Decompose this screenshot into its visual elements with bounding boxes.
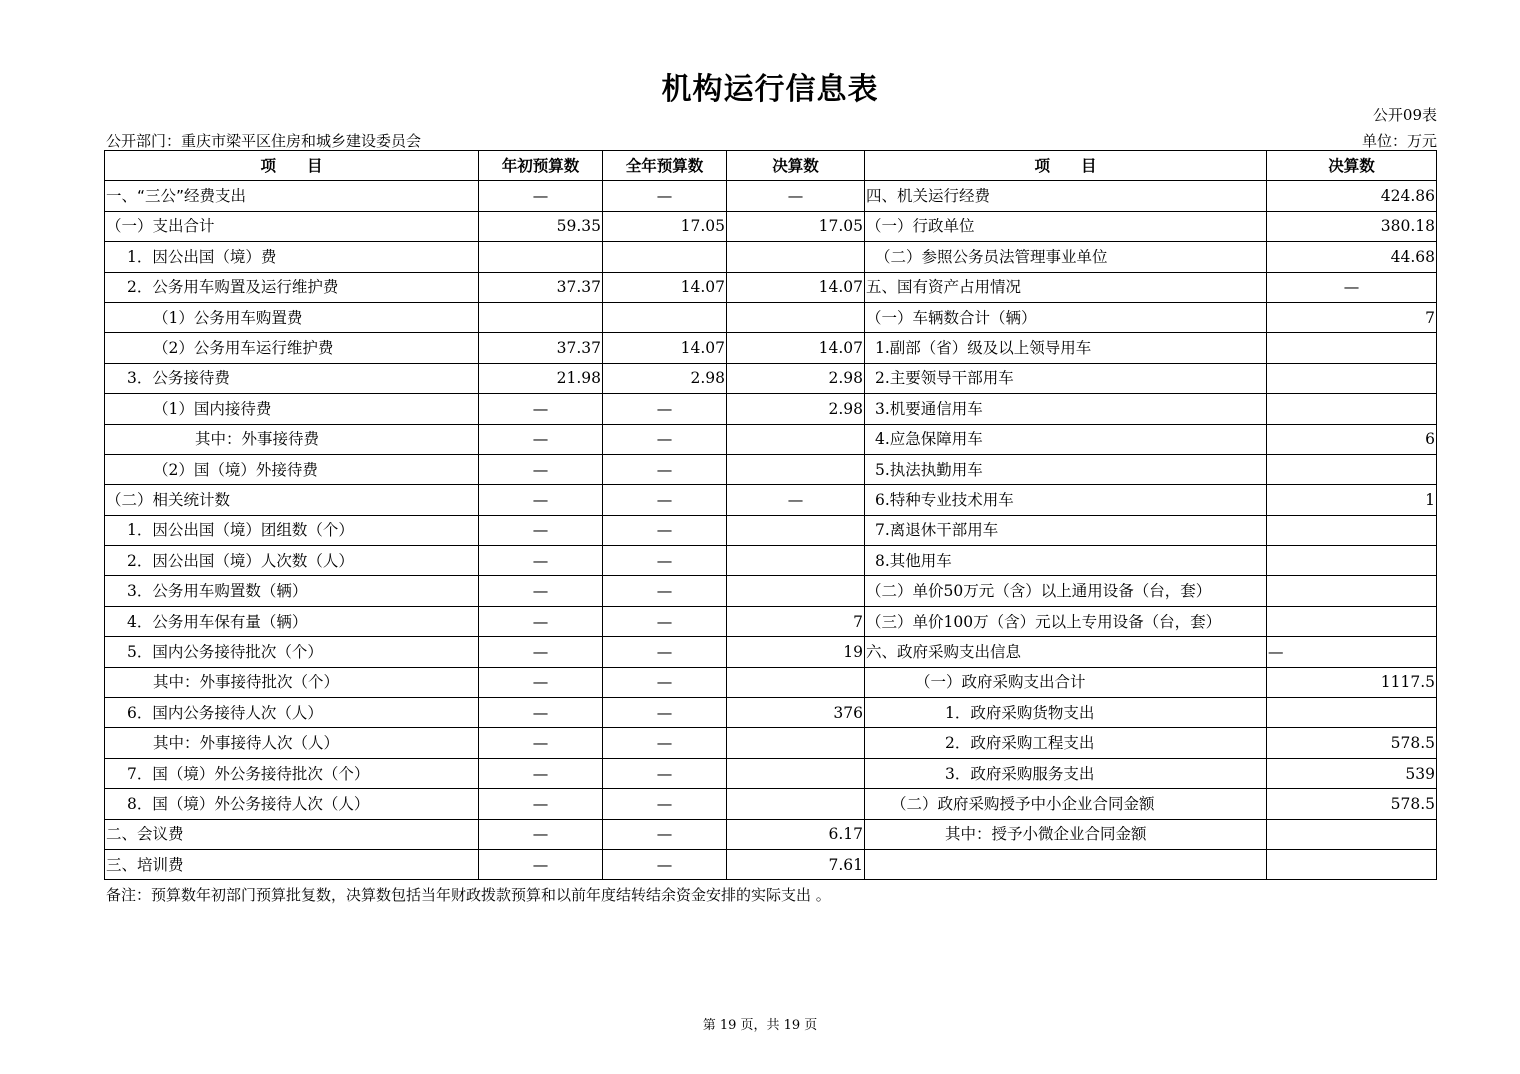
row-item-right: 四、机关运行经费: [865, 181, 1267, 211]
cell-budget-full: —: [603, 789, 727, 819]
cell-final: [727, 242, 865, 272]
row-item-right: 1.副部（省）级及以上领导用车: [865, 333, 1267, 363]
cell-budget-initial: —: [479, 485, 603, 515]
cell-budget-initial: —: [479, 181, 603, 211]
page-footer: 第 19 页，共 19 页: [702, 1018, 818, 1033]
cell-final: 6.17: [727, 819, 865, 849]
table-row: [105, 637, 1437, 667]
cell-budget-full: —: [603, 454, 727, 484]
cell-budget-initial: [479, 242, 603, 272]
table-row: [105, 789, 1437, 819]
row-item-left: （1）国内接待费: [105, 394, 479, 424]
row-item-left: （一）支出合计: [105, 211, 479, 241]
cell-final-right: 44.68: [1267, 242, 1437, 272]
table-row: [105, 302, 1437, 332]
cell-budget-initial: 59.35: [479, 211, 603, 241]
row-item-left: 2．公务用车购置及运行维护费: [105, 272, 479, 302]
cell-final: [727, 454, 865, 484]
cell-final-right: [1267, 333, 1437, 363]
cell-final: [727, 758, 865, 788]
row-item-left: 4．公务用车保有量（辆）: [105, 606, 479, 636]
row-item-right: 五、国有资产占用情况: [865, 272, 1267, 302]
cell-budget-initial: 37.37: [479, 333, 603, 363]
cell-budget-initial: —: [479, 789, 603, 819]
cell-final: 2.98: [727, 394, 865, 424]
page-title: 机构运行信息表: [661, 72, 879, 107]
cell-final-right: 7: [1267, 302, 1437, 332]
table-row: [105, 667, 1437, 697]
cell-budget-full: 14.07: [603, 333, 727, 363]
header-final: 决算数: [727, 151, 865, 181]
cell-final: 376: [727, 698, 865, 728]
row-item-left: 其中：外事接待批次（个）: [105, 667, 479, 697]
cell-budget-initial: —: [479, 606, 603, 636]
table-row: [105, 454, 1437, 484]
cell-final-right: [1267, 849, 1437, 879]
cell-budget-full: —: [603, 849, 727, 879]
row-item-right: 六、政府采购支出信息: [865, 637, 1267, 667]
row-item-right: （二）参照公务员法管理事业单位: [865, 242, 1267, 272]
table-row: [105, 485, 1437, 515]
row-item-right: （一）政府采购支出合计: [865, 667, 1267, 697]
table-row: [105, 515, 1437, 545]
row-item-left: 2．因公出国（境）人次数（人）: [105, 546, 479, 576]
cell-final-right: 578.5: [1267, 789, 1437, 819]
cell-budget-initial: —: [479, 637, 603, 667]
table-row: [105, 546, 1437, 576]
cell-budget-full: —: [603, 546, 727, 576]
cell-budget-full: —: [603, 576, 727, 606]
cell-budget-full: —: [603, 698, 727, 728]
cell-final-right: 6: [1267, 424, 1437, 454]
cell-final: [727, 789, 865, 819]
table-row: [105, 211, 1437, 241]
table-header-row: [105, 151, 1437, 181]
cell-budget-full: —: [603, 424, 727, 454]
row-item-right: （二）单价50万元（含）以上通用设备（台，套）: [865, 576, 1267, 606]
row-item-right: 6.特种专业技术用车: [865, 485, 1267, 515]
cell-final-right: 1: [1267, 485, 1437, 515]
row-item-left: （二）相关统计数: [105, 485, 479, 515]
row-item-left: 三、培训费: [105, 849, 479, 879]
cell-final-right: [1267, 363, 1437, 393]
cell-budget-initial: [479, 302, 603, 332]
cell-final-right: [1267, 606, 1437, 636]
row-item-right: [865, 849, 1267, 879]
cell-final-right: [1267, 394, 1437, 424]
table-row: [105, 606, 1437, 636]
table-row: [105, 394, 1437, 424]
cell-budget-initial: —: [479, 698, 603, 728]
row-item-left: （1）公务用车购置费: [105, 302, 479, 332]
table-row: [105, 363, 1437, 393]
cell-final: [727, 576, 865, 606]
row-item-right: 3.机要通信用车: [865, 394, 1267, 424]
row-item-left: 3．公务用车购置数（辆）: [105, 576, 479, 606]
row-item-right: （三）单价100万（含）元以上专用设备（台，套）: [865, 606, 1267, 636]
cell-budget-full: 14.07: [603, 272, 727, 302]
table-row: [105, 181, 1437, 211]
header-item-right: 项 目: [865, 151, 1267, 181]
cell-final: [727, 515, 865, 545]
cell-final: [727, 728, 865, 758]
cell-final-right: [1267, 698, 1437, 728]
row-item-right: 2．政府采购工程支出: [865, 728, 1267, 758]
row-item-right: （二）政府采购授予中小企业合同金额: [865, 789, 1267, 819]
cell-final: [727, 667, 865, 697]
cell-final: 14.07: [727, 333, 865, 363]
unit-label: 单位：万元: [1361, 132, 1437, 150]
table-row: [105, 424, 1437, 454]
cell-final: —: [727, 485, 865, 515]
row-item-right: 7.离退休干部用车: [865, 515, 1267, 545]
cell-final: 7: [727, 606, 865, 636]
row-item-right: 1．政府采购货物支出: [865, 698, 1267, 728]
cell-budget-full: —: [603, 606, 727, 636]
cell-budget-initial: —: [479, 758, 603, 788]
cell-final-right: [1267, 546, 1437, 576]
row-item-right: 3．政府采购服务支出: [865, 758, 1267, 788]
cell-budget-initial: —: [479, 849, 603, 879]
table-row: [105, 758, 1437, 788]
header-budget-full: 全年预算数: [603, 151, 727, 181]
cell-final: 19: [727, 637, 865, 667]
cell-final: 14.07: [727, 272, 865, 302]
row-item-left: 1．因公出国（境）费: [105, 242, 479, 272]
cell-budget-full: —: [603, 667, 727, 697]
header-final-right: 决算数: [1267, 151, 1437, 181]
table-row: [105, 849, 1437, 879]
cell-final-right: [1267, 576, 1437, 606]
cell-budget-initial: —: [479, 546, 603, 576]
cell-budget-full: [603, 242, 727, 272]
cell-final: 7.61: [727, 849, 865, 879]
row-item-right: 5.执法执勤用车: [865, 454, 1267, 484]
header-item-left: 项 目: [105, 151, 479, 181]
row-item-left: 7．国（境）外公务接待批次（个）: [105, 758, 479, 788]
cell-final: 17.05: [727, 211, 865, 241]
row-item-left: 6．国内公务接待人次（人）: [105, 698, 479, 728]
row-item-left: 二、会议费: [105, 819, 479, 849]
cell-budget-full: —: [603, 181, 727, 211]
cell-budget-initial: 21.98: [479, 363, 603, 393]
row-item-left: 3．公务接待费: [105, 363, 479, 393]
cell-budget-initial: —: [479, 576, 603, 606]
table-row: [105, 272, 1437, 302]
row-item-right: 2.主要领导干部用车: [865, 363, 1267, 393]
row-item-left: 其中：外事接待人次（人）: [105, 728, 479, 758]
cell-budget-initial: —: [479, 454, 603, 484]
cell-final: [727, 424, 865, 454]
cell-final-right: —: [1267, 272, 1437, 302]
cell-final: —: [727, 181, 865, 211]
cell-budget-full: —: [603, 728, 727, 758]
cell-final-right: [1267, 819, 1437, 849]
cell-final-right: —: [1267, 637, 1437, 667]
table-row: [105, 728, 1437, 758]
cell-final-right: 539: [1267, 758, 1437, 788]
row-item-left: 其中：外事接待费: [105, 424, 479, 454]
cell-final-right: 380.18: [1267, 211, 1437, 241]
cell-budget-full: 17.05: [603, 211, 727, 241]
cell-final: [727, 546, 865, 576]
row-item-left: 1．因公出国（境）团组数（个）: [105, 515, 479, 545]
table-row: [105, 576, 1437, 606]
row-item-right: （一）行政单位: [865, 211, 1267, 241]
table-row: [105, 819, 1437, 849]
cell-budget-full: —: [603, 394, 727, 424]
cell-final: [727, 302, 865, 332]
cell-final-right: [1267, 515, 1437, 545]
cell-budget-full: —: [603, 515, 727, 545]
cell-final-right: 424.86: [1267, 181, 1437, 211]
row-item-left: （2）公务用车运行维护费: [105, 333, 479, 363]
cell-final: 2.98: [727, 363, 865, 393]
table-row: [105, 698, 1437, 728]
cell-budget-initial: —: [479, 424, 603, 454]
row-item-right: （一）车辆数合计（辆）: [865, 302, 1267, 332]
cell-budget-initial: —: [479, 394, 603, 424]
cell-budget-initial: 37.37: [479, 272, 603, 302]
table-note: 备注：预算数年初部门预算批复数，决算数包括当年财政拨款预算和以前年度结转结余资金安排的实际支出 。: [106, 886, 831, 904]
department-label: 公开部门：重庆市梁平区住房和城乡建设委员会: [106, 132, 422, 150]
row-item-left: （2）国（境）外接待费: [105, 454, 479, 484]
row-item-right: 其中：授予小微企业合同金额: [865, 819, 1267, 849]
cell-final-right: 578.5: [1267, 728, 1437, 758]
row-item-right: 4.应急保障用车: [865, 424, 1267, 454]
row-item-left: 一、“三公”经费支出: [105, 181, 479, 211]
row-item-left: 8．国（境）外公务接待人次（人）: [105, 789, 479, 819]
cell-budget-full: —: [603, 637, 727, 667]
table-row: [105, 242, 1437, 272]
form-number: 公开09表: [1372, 106, 1437, 124]
cell-budget-initial: —: [479, 728, 603, 758]
cell-budget-full: —: [603, 819, 727, 849]
cell-final-right: 1117.5: [1267, 667, 1437, 697]
cell-budget-full: —: [603, 485, 727, 515]
cell-budget-initial: —: [479, 667, 603, 697]
operation-info-table: [104, 150, 1437, 880]
cell-budget-full: —: [603, 758, 727, 788]
cell-budget-initial: —: [479, 515, 603, 545]
row-item-right: 8.其他用车: [865, 546, 1267, 576]
cell-budget-full: 2.98: [603, 363, 727, 393]
cell-budget-initial: —: [479, 819, 603, 849]
cell-budget-full: [603, 302, 727, 332]
cell-final-right: [1267, 454, 1437, 484]
table-row: [105, 333, 1437, 363]
row-item-left: 5．国内公务接待批次（个）: [105, 637, 479, 667]
header-budget-initial: 年初预算数: [479, 151, 603, 181]
